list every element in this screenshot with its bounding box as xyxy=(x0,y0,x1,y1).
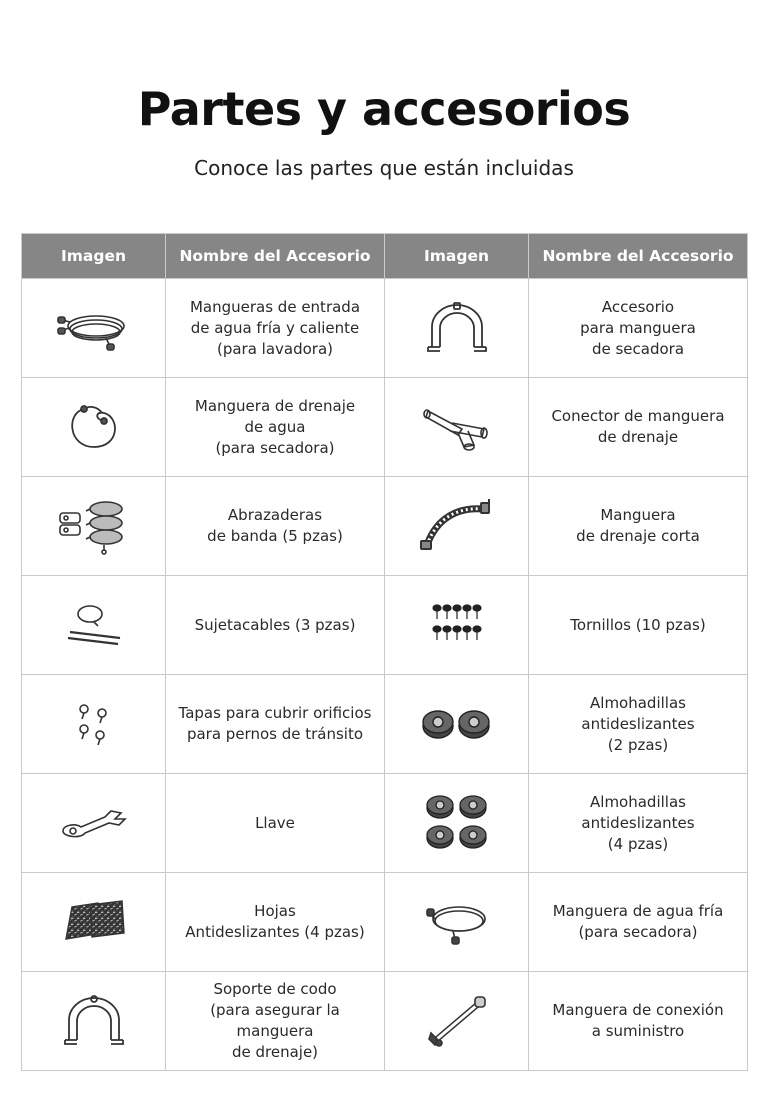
table-row xyxy=(22,477,748,576)
accessory-name: Sujetacables (3 pzas) xyxy=(166,576,385,675)
image-cell xyxy=(385,972,529,1071)
image-cell xyxy=(22,576,166,675)
table-row xyxy=(22,576,748,675)
accessory-name: Manguera de conexión a suministro xyxy=(529,972,748,1071)
image-cell xyxy=(22,873,166,972)
header-accessory-name: Nombre del Accesorio xyxy=(166,234,385,279)
image-cell xyxy=(385,279,529,378)
accessory-name: Tornillos (10 pzas) xyxy=(529,576,748,675)
image-cell xyxy=(385,774,529,873)
bolt-caps-icon xyxy=(74,701,114,747)
image-cell xyxy=(385,675,529,774)
accessory-name: Conector de manguera de drenaje xyxy=(529,378,748,477)
table-row xyxy=(22,378,748,477)
elbow-bracket-icon xyxy=(61,994,127,1048)
image-cell xyxy=(22,477,166,576)
accessory-name: Hojas Antideslizantes (4 pzas) xyxy=(166,873,385,972)
table-row xyxy=(22,774,748,873)
image-cell xyxy=(385,477,529,576)
accessory-name: Llave xyxy=(166,774,385,873)
accessories-table xyxy=(21,233,748,1071)
accessory-name: Soporte de codo (para asegurar la manguera de drenaje) xyxy=(166,972,385,1071)
header-accessory-name: Nombre del Accesorio xyxy=(529,234,748,279)
image-cell xyxy=(385,873,529,972)
accessory-name: Manguera de drenaje de agua (para secadora) xyxy=(166,378,385,477)
pads-4-icon xyxy=(425,794,489,852)
hose-bracket-icon xyxy=(424,301,490,355)
accessory-name: Abrazaderas de banda (5 pzas) xyxy=(166,477,385,576)
image-cell xyxy=(22,378,166,477)
page-subtitle: Conoce las partes que están incluidas xyxy=(194,156,574,180)
table-row xyxy=(22,873,748,972)
accessory-name: Almohadillas antideslizantes (2 pzas) xyxy=(529,675,748,774)
header-image: Imagen xyxy=(22,234,166,279)
accessory-name: Accesorio para manguera de secadora xyxy=(529,279,748,378)
image-cell xyxy=(22,774,166,873)
cable-ties-icon xyxy=(64,600,124,650)
anti-slip-sheets-icon xyxy=(62,899,126,945)
inlet-hoses-icon xyxy=(56,300,132,356)
supply-hose-icon xyxy=(425,993,489,1049)
header-image: Imagen xyxy=(385,234,529,279)
table-header-row xyxy=(22,234,748,279)
table-row xyxy=(22,972,748,1071)
cold-water-hose-icon xyxy=(425,897,489,947)
table-row xyxy=(22,675,748,774)
image-cell xyxy=(22,675,166,774)
image-cell xyxy=(22,972,166,1071)
drain-connector-icon xyxy=(422,399,492,455)
band-clamps-icon xyxy=(56,497,132,555)
short-drain-hose-icon xyxy=(419,497,495,555)
table-row xyxy=(22,279,748,378)
accessory-name: Almohadillas antideslizantes (4 pzas) xyxy=(529,774,748,873)
drain-hose-icon xyxy=(64,399,124,455)
pads-2-icon xyxy=(422,707,492,741)
accessory-name: Tapas para cubrir orificios para pernos de tránsito xyxy=(166,675,385,774)
page-title: Partes y accesorios xyxy=(137,82,631,136)
accessory-name: Manguera de drenaje corta xyxy=(529,477,748,576)
image-cell xyxy=(385,576,529,675)
image-cell xyxy=(22,279,166,378)
image-cell xyxy=(385,378,529,477)
screws-icon xyxy=(432,603,482,647)
accessory-name: Manguera de agua fría (para secadora) xyxy=(529,873,748,972)
accessory-name: Mangueras de entrada de agua fría y caliente (para lavadora) xyxy=(166,279,385,378)
wrench-icon xyxy=(59,805,129,841)
